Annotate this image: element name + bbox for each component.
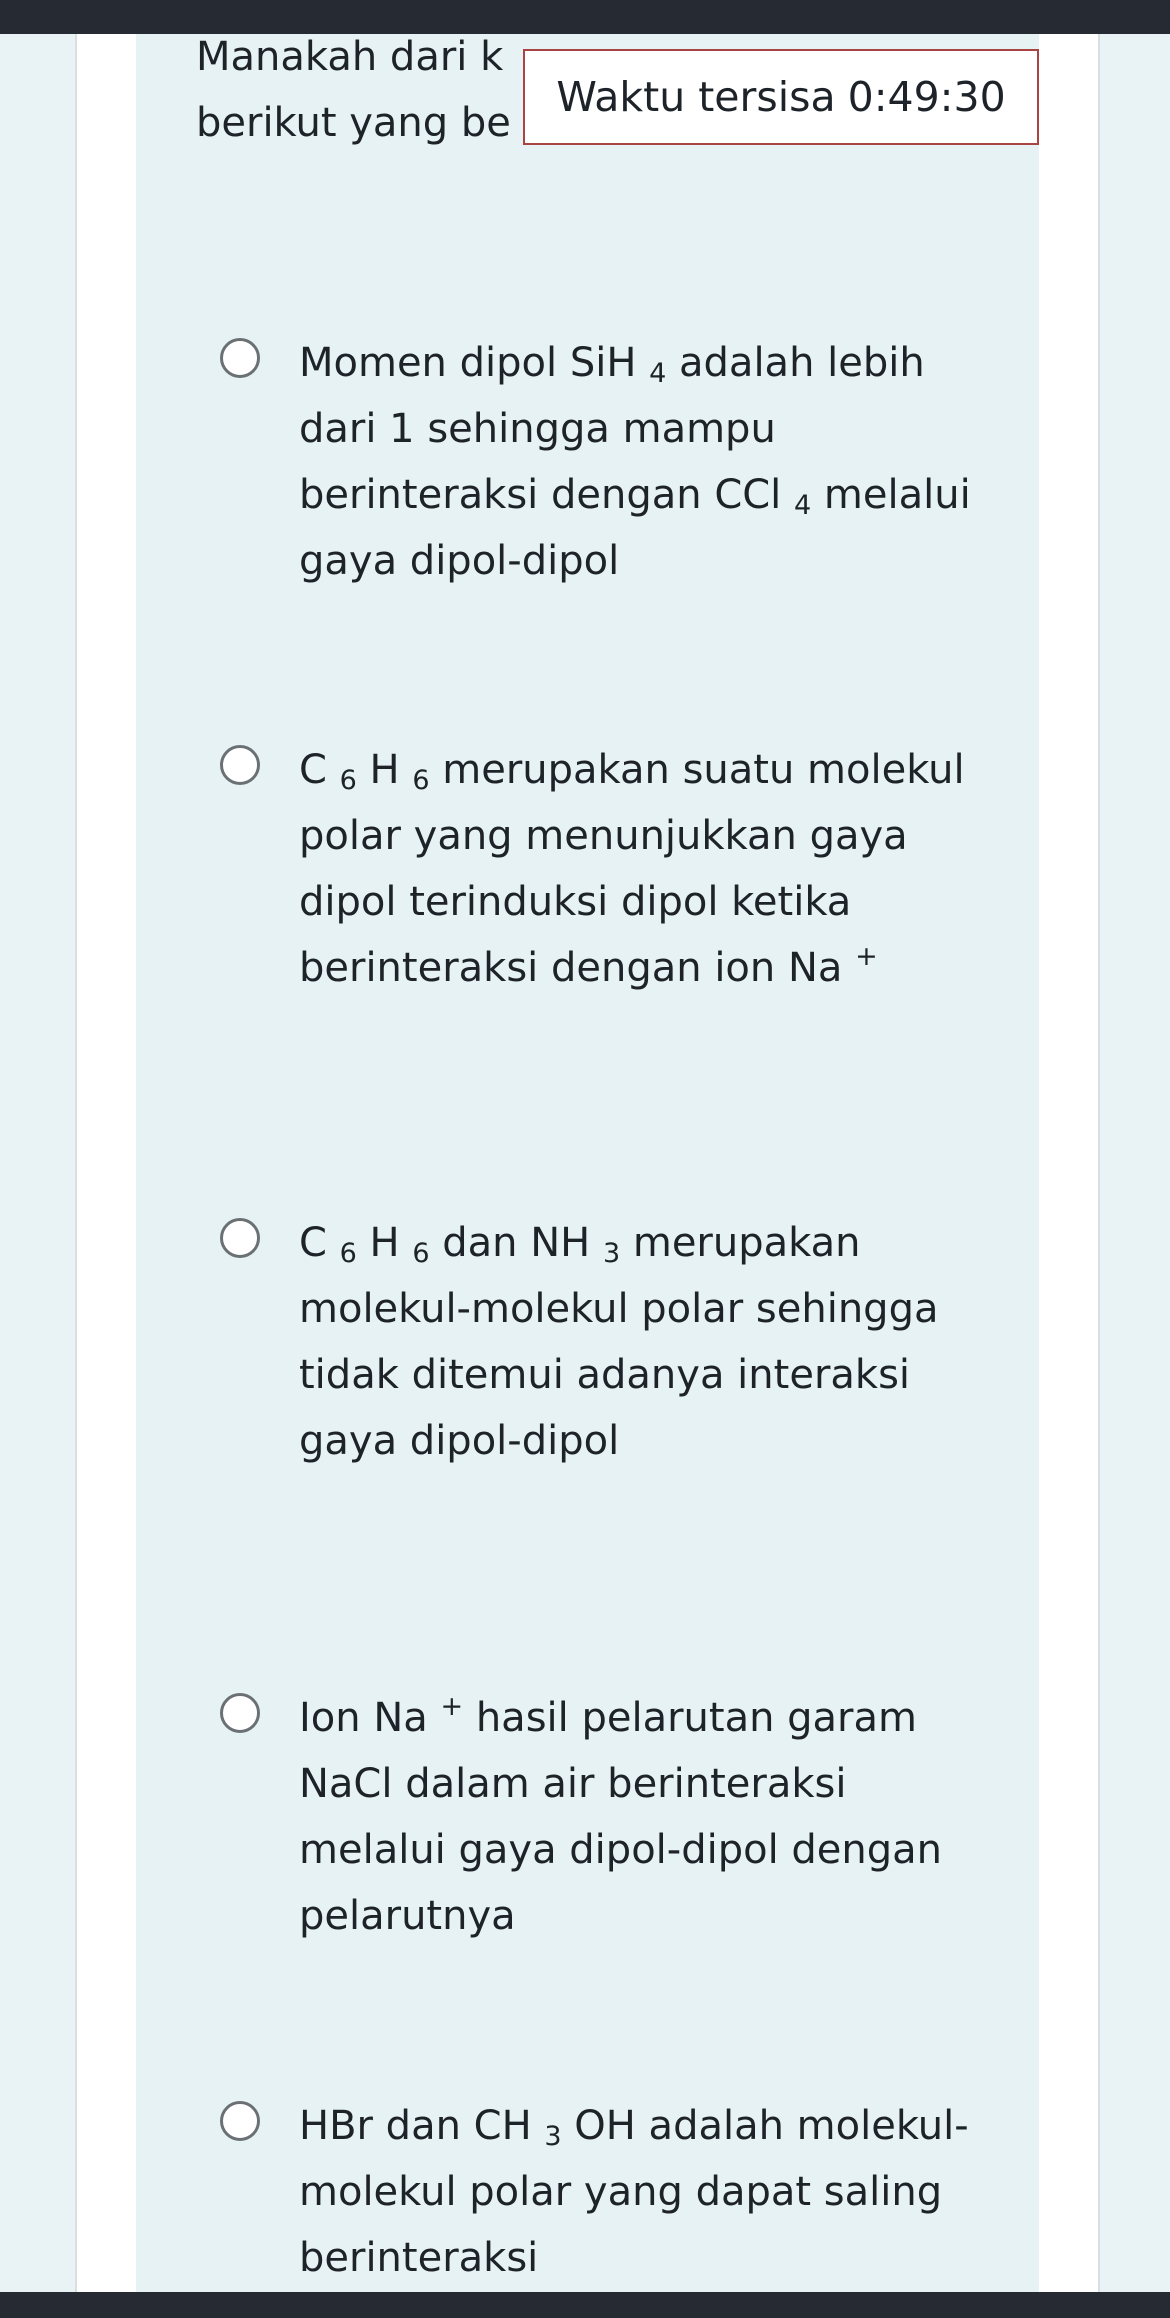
subscript: 6 — [412, 1238, 430, 1269]
radio-button-icon[interactable] — [220, 745, 260, 785]
question-stem: Manakah dari k berikut yang be — [196, 34, 511, 146]
answer-option-text — [299, 737, 999, 1001]
timer-label: Waktu tersisa — [556, 73, 836, 121]
option-text-run: merupakan molekul-molekul polar sehingga tidak ditemui adanya interaksi gaya dipol-dipol — [299, 1220, 939, 1464]
option-text-run: C — [299, 1220, 340, 1266]
option-text-run: adalah lebih dari 1 sehingga mampu berinteraksi dengan CCl — [299, 340, 925, 518]
option-text-run: HBr dan CH — [299, 2103, 545, 2149]
timer-value: 0:49:30 — [847, 73, 1006, 121]
option-text-run: OH adalah molekul-molekul polar yang dapat saling berinteraksi — [299, 2103, 969, 2281]
subscript: 6 — [339, 765, 357, 796]
option-text-run: melalui gaya dipol-dipol — [299, 472, 971, 584]
option-text-run: H — [356, 747, 413, 793]
navigation-bar — [0, 2292, 1170, 2318]
option-text-run: C — [299, 747, 340, 793]
option-text-run: merupakan suatu molekul polar yang menunjukkan gaya dipol terinduksi dipol ketika berinteraksi dengan ion Na — [299, 747, 965, 991]
subscript: 6 — [412, 765, 430, 796]
answer-option-text — [299, 2093, 999, 2291]
subscript: 4 — [649, 358, 667, 389]
subscript: 3 — [544, 2121, 562, 2152]
superscript: + — [440, 1691, 464, 1722]
radio-button-icon[interactable] — [220, 338, 260, 378]
option-text-run: hasil pelarutan garam NaCl dalam air berinteraksi melalui gaya dipol-dipol dengan pelarutnya — [299, 1695, 943, 1939]
radio-button-icon[interactable] — [220, 2101, 260, 2141]
radio-button-icon[interactable] — [220, 1218, 260, 1258]
answer-option-text — [299, 1210, 999, 1474]
timer-box — [523, 49, 1039, 145]
subscript: 4 — [794, 490, 812, 521]
radio-button-icon[interactable] — [220, 1693, 260, 1733]
superscript: + — [855, 941, 878, 972]
subscript: 3 — [602, 1238, 621, 1269]
option-text-run: H — [356, 1220, 413, 1266]
option-text-run: dan NH — [429, 1220, 603, 1266]
option-text-run: Momen dipol SiH — [299, 340, 650, 386]
option-text-run: Ion Na — [299, 1695, 441, 1741]
answer-option-text — [299, 1685, 999, 1949]
answer-option-text — [299, 330, 999, 594]
subscript: 6 — [339, 1238, 357, 1269]
